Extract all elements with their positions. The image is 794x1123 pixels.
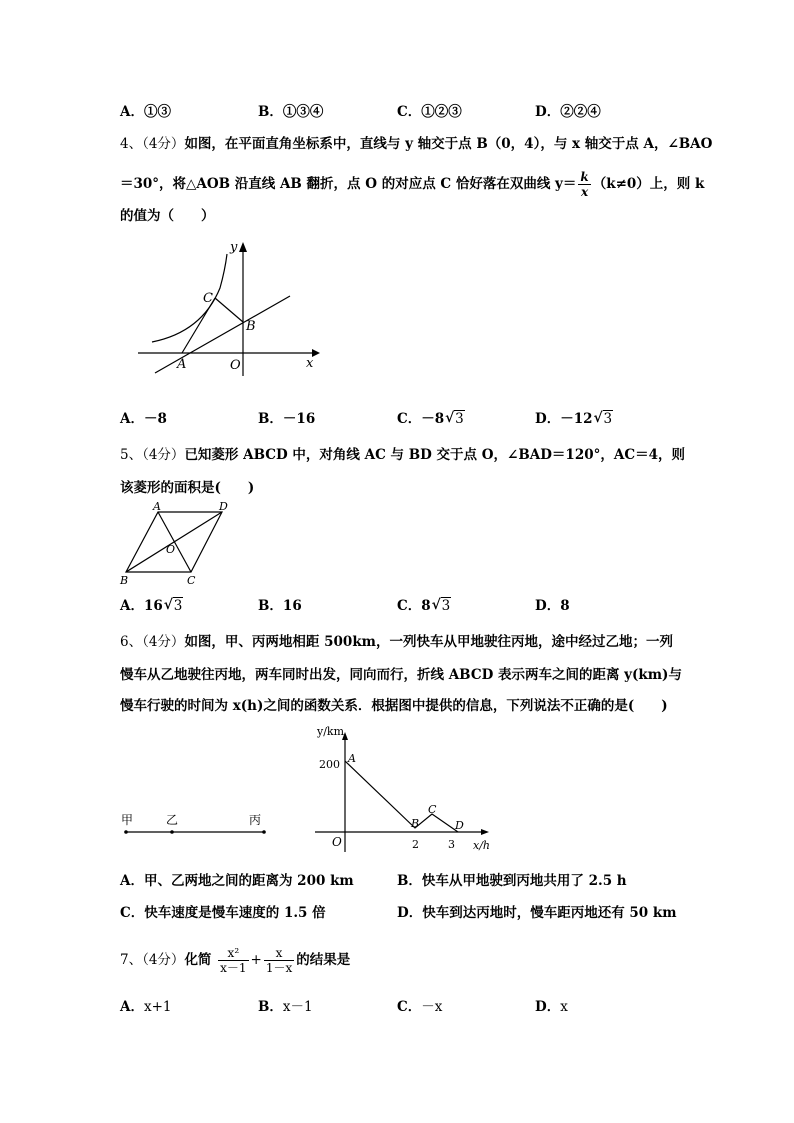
q7-number: 7、（4分）	[120, 952, 185, 968]
q4-label-a: A	[177, 357, 187, 372]
q6-option-b: B．快车从甲地驶到丙地共用了 2.5 h	[397, 873, 627, 889]
q5-label-a: A	[153, 500, 161, 513]
q4-line-1: 4、（4分）如图，在平面直角坐标系中，直线与 y 轴交于点 B（0，4），与 x 轴交于点 A，∠BAO	[120, 136, 713, 152]
q6-point-d: D	[455, 819, 464, 832]
q7-option-b: B．x－1	[258, 999, 313, 1015]
q6-x-label: x/h	[473, 839, 490, 852]
q6-line-3: 慢车行驶的时间为 x(h)之间的函数关系．根据图中提供的信息，下列说法不正确的是( )	[120, 698, 668, 714]
q4-segment-cb	[215, 298, 243, 322]
q6-polyline-abcd	[345, 761, 458, 832]
q7-line-1: 7、（4分）化简 $\frac{\text{x²}}{x-1}$ + $\frac{x}{1-x}$ 的结果是	[120, 946, 351, 975]
q6-x-tick-2: 2	[412, 838, 419, 851]
q6-line-1: 6、（4分）如图，甲、丙两地相距 500km，一列快车从甲地驶往丙地，途中经过乙地；一列	[120, 634, 673, 650]
q4-label-b: B	[246, 319, 256, 334]
q7-fraction-2: $\frac{x}{1-x}$	[265, 946, 293, 975]
q3-option-c: C．①②③	[397, 104, 462, 120]
q5-label-b: B	[120, 574, 129, 587]
q7-option-c: C．－x	[397, 999, 443, 1015]
q3-option-a: A．①③	[120, 104, 171, 120]
q4-label-x: x	[306, 356, 314, 371]
q5-option-a: A．16√ 3	[120, 598, 183, 614]
q4-number: 4、（4分）	[120, 136, 185, 152]
q4-figure	[130, 236, 330, 376]
q5-label-d: D	[219, 500, 228, 513]
q6-point-b: B	[411, 817, 420, 830]
q3-option-d: D．②②④	[535, 104, 601, 120]
q7-fraction-1: $\frac{\text{x²}}{x-1}$	[220, 946, 247, 975]
q5-option-c: C．8√ 3	[397, 598, 451, 614]
q4-line-2: ＝30°，将△AOB 沿直线 AB 翻折，点 O 的对应点 C 恰好落在双曲线 y＝ $\frac{k}{x}$ （k≠0）上，则 k	[120, 170, 705, 199]
q4-option-a: A．－8	[120, 411, 167, 427]
q5-figure	[115, 500, 240, 588]
q4-option-b: B．－16	[258, 411, 316, 427]
q6-line-2: 慢车从乙地驶往丙地，两车同时出发，同向而行，折线 ABCD 表示两车之间的距离 y(km)与	[120, 667, 682, 683]
q4-label-o: O	[230, 358, 241, 373]
q7-option-a: A．x+1	[120, 999, 172, 1015]
q5-line-1: 5、（4分）已知菱形 ABCD 中，对角线 AC 与 BD 交于点 O，∠BAD＝120°，AC＝4，则	[120, 447, 685, 463]
q6-y-label: y/km	[317, 725, 345, 738]
q3-option-b: B．①③④	[258, 104, 324, 120]
q6-option-c: C．快车速度是慢车速度的 1.5 倍	[120, 905, 326, 921]
q4-label-c: C	[203, 291, 213, 306]
q5-diagonal-bd	[126, 512, 222, 572]
q6-road-label-yi: 乙	[166, 813, 179, 827]
q6-road-diagram	[118, 810, 278, 840]
q4-fraction: $\frac{k}{x}$	[580, 170, 589, 199]
q6-road-label-bing: 丙	[249, 813, 262, 827]
q5-label-c: C	[187, 574, 196, 587]
q6-option-d: D．快车到达丙地时，慢车距丙地还有 50 km	[397, 905, 677, 921]
q5-number: 5、（4分）	[120, 447, 185, 463]
q5-line-2: 该菱形的面积是( )	[120, 480, 255, 496]
q6-number: 6、（4分）	[120, 634, 185, 650]
q4-option-d: D．－12√ 3	[535, 411, 613, 427]
q6-point-a: A	[348, 752, 356, 765]
q6-origin: O	[332, 835, 342, 849]
q5-option-b: B．16	[258, 598, 302, 614]
q5-option-d: D．8	[535, 598, 570, 614]
q7-option-d: D．x	[535, 999, 568, 1015]
q5-label-o: O	[166, 543, 176, 556]
q4-option-c: C．－8√ 3	[397, 411, 465, 427]
q6-point-c: C	[428, 803, 437, 816]
q4-segment-ac	[182, 298, 215, 353]
q4-label-y: y	[230, 240, 238, 255]
q6-x-tick-3: 3	[448, 838, 455, 851]
q6-road-label-jia: 甲	[121, 813, 134, 827]
q6-option-a: A．甲、乙两地之间的距离为 200 km	[120, 873, 354, 889]
q4-line-3: 的值为（ ）	[120, 208, 215, 224]
q6-graph	[305, 724, 500, 854]
q6-y-tick-200: 200	[319, 758, 340, 771]
